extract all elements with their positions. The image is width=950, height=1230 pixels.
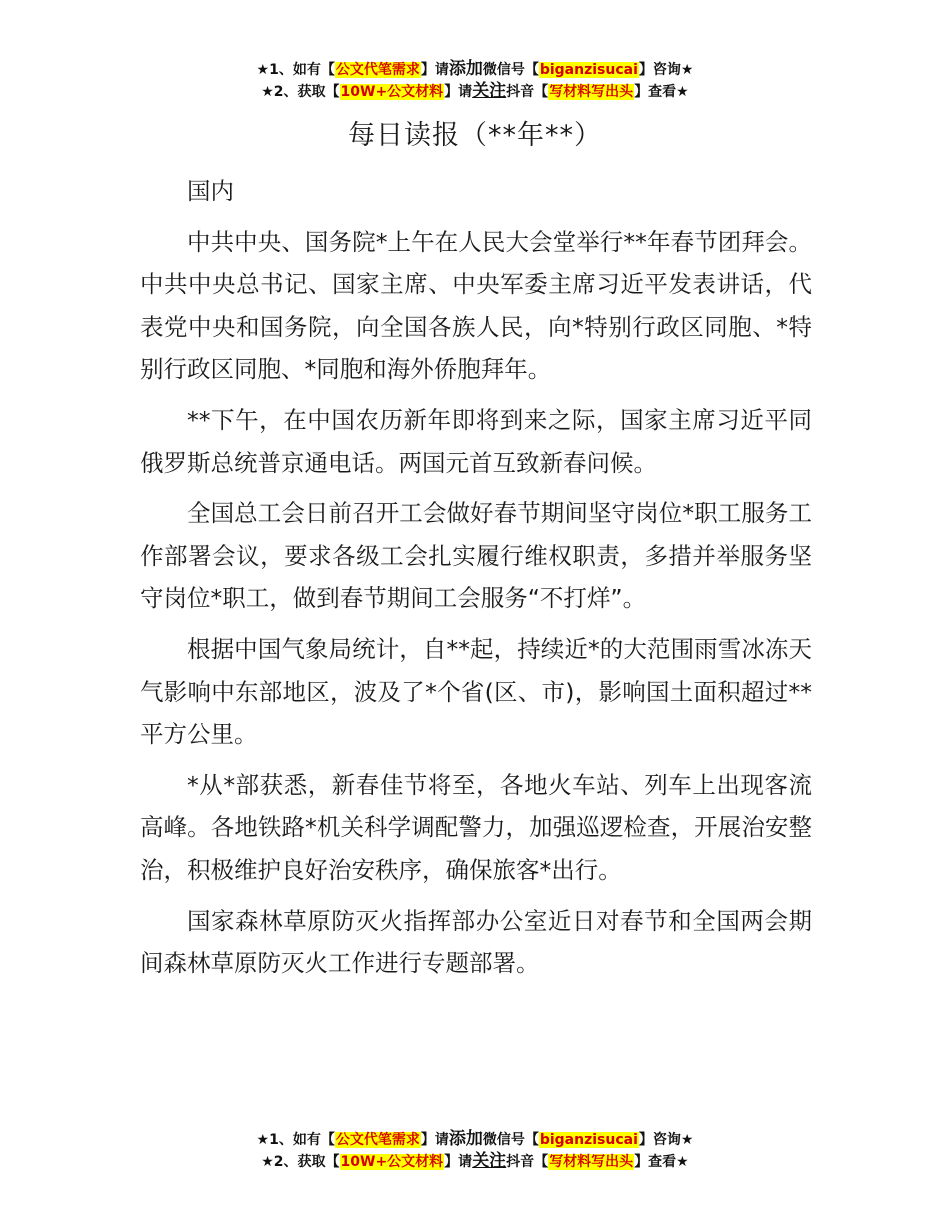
document-body — [140, 170, 812, 993]
highlight-wechat-id: biganzisucai — [539, 1132, 638, 1148]
paragraph: 全国总工会日前召开工会做好春节期间坚守岗位*职工服务工作部署会议，要求各级工会扎实履行维权职责，多措并举服务坚守岗位*职工，做到春节期间工会服务“不打烊”。 — [140, 499, 812, 613]
banner-text: 】请 — [420, 1132, 449, 1148]
banner-text: 关注 — [472, 1151, 507, 1171]
banner-line-2 — [0, 1150, 950, 1172]
banner-text: 添加 — [448, 1129, 483, 1149]
banner-line-1 — [0, 58, 950, 80]
banner-text: 】咨询★ — [638, 62, 694, 78]
banner-text: ★1、如有【 — [256, 1132, 335, 1148]
highlight-wechat-id: biganzisucai — [539, 62, 638, 78]
page-title: 每日读报（**年**） — [348, 120, 602, 151]
banner-text: 抖音【 — [506, 1154, 549, 1170]
banner-text: 】请 — [444, 84, 473, 100]
banner-line-2 — [0, 80, 950, 102]
highlight-douyin: 写材料写出头 — [549, 84, 634, 100]
paragraph: *从*部获悉，新春佳节将至，各地火车站、列车上出现客流高峰。各地铁路*机关科学调配警力，加强巡逻检查，开展治安整治，积极维护良好治安秩序，确保旅客*出行。 — [140, 770, 812, 884]
paragraph: 中共中央、国务院*上午在人民大会堂举行**年春节团拜会。中共中央总书记、国家主席、中央军委主席习近平发表讲话，代表党中央和国务院，向全国各族人民，向*特别行政区同胞、*特别行政区同胞、*同胞和海外侨胞拜年。 — [140, 227, 812, 384]
banner-text: 微信号【 — [482, 62, 539, 78]
highlight-service: 公文代笔需求 — [335, 1132, 420, 1148]
banner-text: ★2、获取【 — [261, 1154, 340, 1170]
banner-text: 】查看★ — [634, 1154, 689, 1170]
banner-text: 抖音【 — [506, 84, 549, 100]
banner-text: ★2、获取【 — [261, 84, 340, 100]
banner-text: 关注 — [472, 81, 507, 101]
banner-text: ★1、如有【 — [256, 62, 335, 78]
paragraph: 根据中国气象局统计，自**起，持续近*的大范围雨雪冰冻天气影响中东部地区，波及了*个省(区、市)，影响国土面积超过**平方公里。 — [140, 634, 812, 749]
header-banner — [0, 58, 950, 102]
banner-text: 】查看★ — [634, 84, 689, 100]
highlight-service: 公文代笔需求 — [335, 62, 420, 78]
banner-text: 微信号【 — [482, 1132, 539, 1148]
highlight-douyin: 写材料写出头 — [549, 1154, 634, 1170]
banner-text: 添加 — [448, 59, 483, 79]
banner-text: 】咨询★ — [638, 1132, 694, 1148]
banner-text: 】请 — [444, 1154, 473, 1170]
footer-banner — [0, 1128, 950, 1172]
banner-text: 】请 — [420, 62, 449, 78]
banner-line-1 — [0, 1128, 950, 1150]
highlight-materials: 10W+公文材料 — [340, 84, 444, 100]
highlight-materials: 10W+公文材料 — [340, 1154, 444, 1170]
section-label: 国内 — [187, 177, 234, 205]
paragraph: 国家森林草原防灭火指挥部办公室近日对春节和全国两会期间森林草原防灭火工作进行专题部署。 — [140, 906, 812, 978]
paragraph: **下午，在中国农历新年即将到来之际，国家主席习近平同俄罗斯总统普京通电话。两国元首互致新春问候。 — [140, 405, 812, 477]
